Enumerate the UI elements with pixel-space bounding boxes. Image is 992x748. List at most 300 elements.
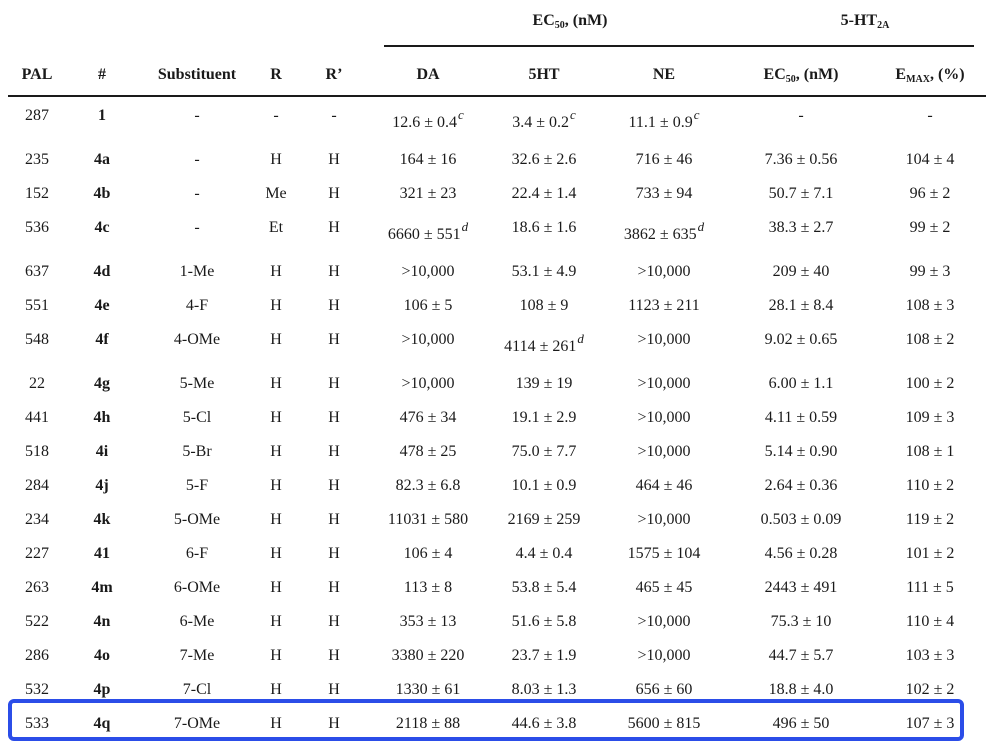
cell-rprime [304, 185, 364, 203]
cell-ec50-2a [728, 263, 874, 281]
cell-ne-value: >10,000 [637, 647, 691, 664]
cell-rprime-value: H [328, 647, 340, 664]
cell-ec50-2a-value: 38.3 ± 2.7 [768, 219, 834, 236]
cell-emax-value: 103 ± 3 [905, 647, 955, 664]
cell-emax [874, 107, 986, 125]
cell-pal-value: 441 [25, 409, 49, 426]
cell-r [256, 477, 296, 495]
table-row [8, 322, 986, 366]
cell-da [368, 443, 488, 461]
cell-da-value: 1330 ± 61 [395, 681, 461, 698]
cell-5ht [488, 579, 600, 597]
cell-emax [874, 681, 986, 699]
cell-ec50-2a [728, 545, 874, 563]
cell-substituent-value: - [194, 107, 200, 124]
cell-number-value: 4g [94, 375, 110, 392]
cell-pal [8, 511, 66, 529]
table-row [8, 98, 986, 142]
cell-pal-value: 533 [25, 715, 49, 732]
cell-ne-value: 716 ± 46 [635, 151, 693, 168]
cell-number-value: 4a [94, 151, 110, 168]
cell-ne-value: 3862 ± 635 [623, 226, 697, 243]
cell-emax [874, 151, 986, 169]
cell-5ht [488, 151, 600, 169]
cell-da [368, 681, 488, 699]
cell-r [256, 151, 296, 169]
data-table [8, 0, 986, 748]
cell-ne-value: 733 ± 94 [635, 185, 693, 202]
cell-5ht [488, 331, 600, 356]
cell-substituent [138, 579, 256, 597]
cell-substituent [138, 107, 256, 125]
cell-emax-value: 104 ± 4 [905, 151, 955, 168]
cell-ne-value: 11.1 ± 0.9 [628, 114, 693, 131]
cell-substituent [138, 647, 256, 665]
cell-ne [600, 579, 728, 597]
cell-ec50-2a-value: 75.3 ± 10 [770, 613, 832, 630]
cell-pal-value: 284 [25, 477, 49, 494]
cell-ne-value: 465 ± 45 [635, 579, 693, 596]
cell-ne-value: >10,000 [637, 409, 691, 426]
cell-ne [600, 477, 728, 495]
cell-number-value: 4m [91, 579, 113, 596]
cell-5ht [488, 511, 600, 529]
cell-emax-value: 99 ± 3 [909, 263, 951, 280]
cell-da-value: 6660 ± 551 [387, 226, 461, 243]
cell-da [368, 409, 488, 427]
cell-emax-value: 110 ± 2 [905, 477, 955, 494]
cell-emax [874, 331, 986, 349]
cell-da-value: 113 ± 8 [403, 579, 453, 596]
cell-emax-value: 111 ± 5 [906, 579, 954, 596]
cell-r-value: - [273, 107, 279, 124]
cell-number [66, 331, 138, 349]
cell-da [368, 613, 488, 631]
cell-ne [600, 647, 728, 665]
col-header-da: DA [416, 66, 440, 83]
cell-rprime-value: H [328, 409, 340, 426]
cell-rprime [304, 151, 364, 169]
cell-number [66, 545, 138, 563]
cell-ne-value: >10,000 [637, 511, 691, 528]
cell-ne [600, 151, 728, 169]
cell-rprime-value: H [328, 375, 340, 392]
cell-5ht-value: 8.03 ± 1.3 [511, 681, 577, 698]
cell-r-value: H [270, 715, 282, 732]
cell-5ht-value: 4114 ± 261 [504, 338, 577, 355]
cell-da [368, 185, 488, 203]
table-row [8, 288, 986, 322]
cell-ne-value: >10,000 [637, 263, 691, 280]
cell-5ht [488, 263, 600, 281]
col-header-5ht: 5HT [528, 66, 560, 83]
cell-5ht-value: 108 ± 9 [519, 297, 569, 314]
cell-ne-value: >10,000 [637, 331, 691, 348]
cell-number [66, 185, 138, 203]
cell-pal [8, 613, 66, 631]
cell-rprime-value: H [328, 151, 340, 168]
cell-substituent-value: 5-Me [179, 375, 215, 392]
cell-emax-value: 109 ± 3 [905, 409, 955, 426]
row-highlight-box [8, 699, 964, 741]
cell-substituent-value: 4-OMe [173, 331, 221, 348]
cell-pal-value: 234 [25, 511, 49, 528]
cell-number [66, 613, 138, 631]
cell-5ht [488, 443, 600, 461]
cell-da [368, 579, 488, 597]
cell-r [256, 579, 296, 597]
cell-emax-value: - [927, 107, 933, 124]
cell-number-value: 4i [95, 443, 109, 460]
cell-emax [874, 511, 986, 529]
cell-rprime [304, 219, 364, 237]
cell-da [368, 331, 488, 349]
cell-5ht [488, 409, 600, 427]
cell-ec50-2a-value: 6.00 ± 1.1 [768, 375, 834, 392]
table-row [8, 210, 986, 254]
cell-rprime-value: H [328, 715, 340, 732]
cell-r [256, 647, 296, 665]
cell-substituent-value: - [194, 185, 200, 202]
cell-5ht-value: 19.1 ± 2.9 [511, 409, 577, 426]
cell-5ht-value: 22.4 ± 1.4 [511, 185, 577, 202]
cell-number [66, 151, 138, 169]
cell-ne-value: 1575 ± 104 [627, 545, 701, 562]
cell-number [66, 107, 138, 125]
cell-emax [874, 263, 986, 281]
cell-da-value: 2118 ± 88 [395, 715, 461, 732]
cell-5ht-value: 3.4 ± 0.2 [512, 114, 569, 131]
cell-number-value: 41 [94, 545, 110, 562]
cell-5ht-value: 51.6 ± 5.8 [511, 613, 577, 630]
cell-5ht [488, 545, 600, 563]
cell-5ht [488, 375, 600, 393]
cell-r-value: H [270, 151, 282, 168]
cell-ec50-2a-value: 50.7 ± 7.1 [768, 185, 834, 202]
cell-r [256, 613, 296, 631]
cell-r-value: H [270, 681, 282, 698]
cell-ne [600, 545, 728, 563]
cell-pal [8, 681, 66, 699]
table-row [8, 254, 986, 288]
cell-ec50-2a-value: 28.1 ± 8.4 [768, 297, 834, 314]
cell-rprime-value: H [328, 263, 340, 280]
cell-rprime-value: H [328, 219, 340, 236]
cell-substituent-value: 5-Cl [182, 409, 212, 426]
cell-pal [8, 477, 66, 495]
cell-emax-value: 110 ± 4 [905, 613, 955, 630]
cell-rprime-value: H [328, 579, 340, 596]
cell-5ht-value: 139 ± 19 [515, 375, 573, 392]
table-row [8, 570, 986, 604]
cell-ec50-2a-value: 209 ± 40 [772, 263, 830, 280]
cell-ne [600, 681, 728, 699]
cell-r-value: H [270, 297, 282, 314]
cell-r [256, 409, 296, 427]
column-header-row [8, 47, 986, 96]
cell-number-value: 4c [94, 219, 110, 236]
cell-pal [8, 409, 66, 427]
table-row [8, 638, 986, 672]
cell-rprime [304, 613, 364, 631]
cell-substituent [138, 443, 256, 461]
cell-ec50-2a [728, 477, 874, 495]
cell-number-value: 4e [94, 297, 110, 314]
cell-emax [874, 409, 986, 427]
cell-number-value: 4j [95, 477, 109, 494]
cell-ec50-2a [728, 375, 874, 393]
cell-emax-value: 119 ± 2 [905, 511, 955, 528]
cell-ec50-2a-value: - [798, 107, 804, 124]
cell-ne [600, 443, 728, 461]
cell-emax [874, 297, 986, 315]
cell-rprime [304, 297, 364, 315]
cell-pal [8, 375, 66, 393]
cell-pal [8, 647, 66, 665]
footnote-marker: d [461, 219, 469, 234]
cell-pal-value: 263 [25, 579, 49, 596]
cell-rprime [304, 107, 364, 125]
cell-5ht-value: 10.1 ± 0.9 [511, 477, 577, 494]
cell-number-value: 4n [93, 613, 111, 630]
table-row [8, 468, 986, 502]
header-rule [8, 95, 986, 97]
cell-ec50-2a [728, 107, 874, 125]
cell-da [368, 647, 488, 665]
cell-substituent [138, 681, 256, 699]
cell-rprime-value: H [328, 681, 340, 698]
cell-number [66, 579, 138, 597]
cell-substituent [138, 219, 256, 237]
cell-emax-value: 96 ± 2 [909, 185, 951, 202]
cell-rprime [304, 409, 364, 427]
cell-da [368, 511, 488, 529]
cell-ec50-2a [728, 185, 874, 203]
cell-da [368, 545, 488, 563]
cell-number [66, 511, 138, 529]
cell-ec50-2a-value: 496 ± 50 [772, 715, 830, 732]
cell-5ht-value: 4.4 ± 0.4 [515, 545, 573, 562]
cell-ec50-2a-value: 4.11 ± 0.59 [764, 409, 838, 426]
cell-rprime-value: H [328, 443, 340, 460]
cell-pal-value: 551 [25, 297, 49, 314]
cell-pal [8, 263, 66, 281]
col-header-rprime: R’ [325, 66, 343, 83]
cell-r-value: H [270, 545, 282, 562]
cell-da-value: 476 ± 34 [399, 409, 457, 426]
cell-number [66, 409, 138, 427]
cell-r-value: H [270, 613, 282, 630]
cell-da [368, 297, 488, 315]
cell-da-value: 478 ± 25 [399, 443, 457, 460]
cell-substituent-value: 6-F [185, 545, 209, 562]
cell-5ht-value: 75.0 ± 7.7 [511, 443, 577, 460]
cell-r-value: H [270, 477, 282, 494]
cell-pal [8, 297, 66, 315]
footnote-marker: d [577, 331, 584, 346]
cell-r [256, 331, 296, 349]
cell-pal [8, 219, 66, 237]
cell-ec50-2a-value: 5.14 ± 0.90 [764, 443, 838, 460]
cell-da-value: 164 ± 16 [399, 151, 457, 168]
cell-da [368, 477, 488, 495]
cell-da-value: 3380 ± 220 [391, 647, 465, 664]
cell-emax [874, 545, 986, 563]
cell-number-value: 1 [98, 107, 106, 124]
cell-substituent-value: 4-F [185, 297, 209, 314]
cell-pal-value: 532 [25, 681, 49, 698]
cell-substituent-value: - [194, 151, 200, 168]
cell-r-value: H [270, 409, 282, 426]
cell-number-value: 4b [93, 185, 111, 202]
cell-r [256, 219, 296, 237]
cell-ec50-2a-value: 2443 ± 491 [764, 579, 838, 596]
cell-r-value: Me [265, 185, 287, 202]
cell-emax [874, 443, 986, 461]
cell-5ht [488, 647, 600, 665]
cell-r [256, 263, 296, 281]
cell-ne [600, 219, 728, 244]
cell-ne-value: >10,000 [637, 613, 691, 630]
cell-ne-value: >10,000 [637, 443, 691, 460]
cell-r-value: H [270, 579, 282, 596]
cell-ec50-2a-value: 9.02 ± 0.65 [764, 331, 838, 348]
cell-rprime-value: - [331, 107, 337, 124]
cell-rprime-value: H [328, 297, 340, 314]
cell-rprime [304, 579, 364, 597]
cell-ne [600, 263, 728, 281]
col-header-ec50-2a: $EC_{50}$, (nM) [763, 66, 839, 85]
col-header-ne: NE [652, 66, 676, 83]
cell-rprime [304, 511, 364, 529]
cell-emax-value: 108 ± 3 [905, 297, 955, 314]
cell-ne-value: >10,000 [637, 375, 691, 392]
cell-rprime [304, 477, 364, 495]
cell-da-value: 106 ± 4 [403, 545, 453, 562]
cell-pal-value: 22 [29, 375, 45, 392]
cell-rprime [304, 681, 364, 699]
cell-ec50-2a [728, 613, 874, 631]
cell-substituent [138, 613, 256, 631]
cell-r-value: Et [268, 219, 284, 236]
table-row [8, 366, 986, 400]
cell-number [66, 375, 138, 393]
cell-substituent [138, 545, 256, 563]
cell-pal [8, 151, 66, 169]
cell-emax [874, 375, 986, 393]
cell-5ht-value: 18.6 ± 1.6 [511, 219, 577, 236]
table-row [8, 434, 986, 468]
cell-da-value: >10,000 [401, 331, 455, 348]
cell-emax [874, 647, 986, 665]
cell-number-value: 4h [93, 409, 111, 426]
cell-rprime [304, 375, 364, 393]
cell-emax-value: 101 ± 2 [905, 545, 955, 562]
cell-r [256, 375, 296, 393]
cell-da-value: 82.3 ± 6.8 [395, 477, 461, 494]
cell-ec50-2a [728, 297, 874, 315]
cell-emax-value: 108 ± 2 [905, 331, 955, 348]
cell-number [66, 219, 138, 237]
cell-number-value: 4k [93, 511, 111, 528]
cell-substituent-value: - [194, 219, 200, 236]
col-header-emax: $E_{MAX}$, (%) [895, 66, 965, 85]
cell-pal [8, 545, 66, 563]
cell-ec50-2a-value: 44.7 ± 5.7 [768, 647, 834, 664]
cell-pal-value: 286 [25, 647, 49, 664]
cell-pal-value: 235 [25, 151, 49, 168]
cell-r [256, 107, 296, 125]
cell-da-value: >10,000 [401, 263, 455, 280]
cell-da-value: >10,000 [401, 375, 455, 392]
cell-ne-value: 5600 ± 815 [627, 715, 701, 732]
cell-da-value: 12.6 ± 0.4 [392, 114, 457, 131]
cell-rprime-value: H [328, 613, 340, 630]
cell-ne [600, 107, 728, 132]
cell-5ht [488, 219, 600, 237]
cell-substituent-value: 5-OMe [173, 511, 221, 528]
cell-pal [8, 107, 66, 125]
cell-ne [600, 375, 728, 393]
cell-number-value: 4p [93, 681, 111, 698]
cell-r [256, 185, 296, 203]
cell-5ht-value: 53.8 ± 5.4 [511, 579, 577, 596]
footnote-marker: c [570, 107, 576, 122]
cell-5ht [488, 477, 600, 495]
cell-pal-value: 518 [25, 443, 49, 460]
cell-emax-value: 99 ± 2 [909, 219, 951, 236]
cell-substituent-value: 5-F [185, 477, 209, 494]
col-header-number: # [98, 66, 106, 83]
cell-ec50-2a-value: 2.64 ± 0.36 [764, 477, 838, 494]
cell-ec50-2a [728, 511, 874, 529]
cell-number [66, 263, 138, 281]
table-row [8, 142, 986, 176]
cell-number [66, 647, 138, 665]
cell-5ht-value: 44.6 ± 3.8 [511, 715, 577, 732]
cell-ne [600, 185, 728, 203]
cell-ne [600, 409, 728, 427]
cell-rprime-value: H [328, 185, 340, 202]
cell-substituent [138, 297, 256, 315]
cell-rprime [304, 647, 364, 665]
table-row [8, 536, 986, 570]
cell-ec50-2a-value: 4.56 ± 0.28 [764, 545, 838, 562]
cell-r-value: H [270, 375, 282, 392]
cell-substituent-value: 6-OMe [173, 579, 221, 596]
cell-ec50-2a [728, 681, 874, 699]
cell-ne-value: 656 ± 60 [635, 681, 693, 698]
col-header-pal: PAL [21, 66, 53, 83]
col-header-substituent: Substituent [157, 66, 237, 83]
cell-da-value: 353 ± 13 [399, 613, 457, 630]
cell-rprime [304, 443, 364, 461]
cell-r [256, 297, 296, 315]
cell-rprime [304, 545, 364, 563]
cell-pal-value: 548 [25, 331, 49, 348]
cell-r [256, 443, 296, 461]
cell-rprime [304, 331, 364, 349]
cell-pal-value: 637 [25, 263, 49, 280]
cell-5ht-value: 53.1 ± 4.9 [511, 263, 577, 280]
cell-emax-value: 102 ± 2 [905, 681, 955, 698]
footnote-marker: c [458, 107, 464, 122]
cell-emax [874, 477, 986, 495]
cell-ec50-2a [728, 219, 874, 237]
cell-ne-value: 464 ± 46 [635, 477, 693, 494]
cell-rprime-value: H [328, 511, 340, 528]
cell-rprime-value: H [328, 331, 340, 348]
